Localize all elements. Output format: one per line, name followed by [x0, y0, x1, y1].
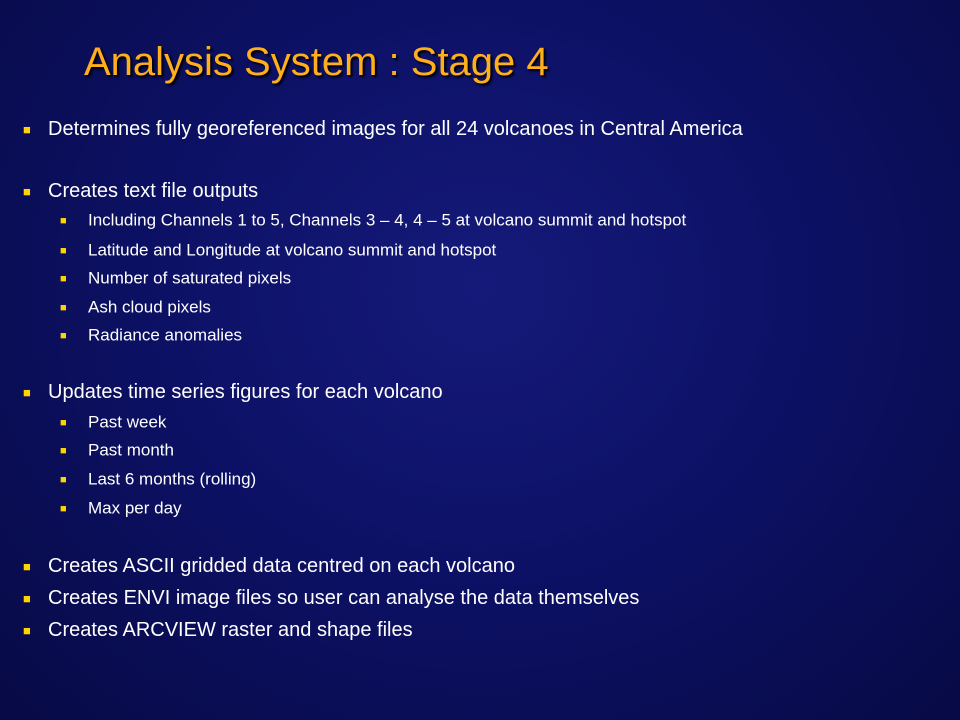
- square-bullet-icon: ■: [60, 444, 67, 457]
- bullet-text: Creates ARCVIEW raster and shape files: [48, 619, 413, 642]
- square-bullet-icon: ■: [23, 122, 31, 138]
- sub-bullet-text: Latitude and Longitude at volcano summit and hotspot: [88, 240, 497, 260]
- bullet-item: [23, 587, 639, 610]
- bullet-text: Creates ENVI image files so user can analyse the data themselves: [48, 587, 640, 610]
- sub-bullet-item: [60, 469, 256, 490]
- sub-bullet-text: Last 6 months (rolling): [88, 469, 257, 489]
- sub-bullet-item: [60, 297, 211, 318]
- bullet-text: Creates text file outputs: [48, 180, 259, 203]
- sub-bullet-text: Ash cloud pixels: [88, 297, 211, 317]
- slide-title: Analysis System : Stage 4: [84, 40, 549, 84]
- square-bullet-icon: ■: [23, 184, 31, 200]
- square-bullet-icon: ■: [23, 591, 31, 607]
- sub-bullet-text: Max per day: [88, 498, 182, 518]
- sub-bullet-text: Radiance anomalies: [88, 325, 243, 345]
- bullet-item: [23, 619, 413, 642]
- square-bullet-icon: ■: [60, 244, 67, 257]
- square-bullet-icon: ■: [60, 473, 67, 486]
- square-bullet-icon: ■: [23, 559, 31, 575]
- sub-bullet-item: [60, 498, 182, 519]
- square-bullet-icon: ■: [60, 214, 67, 227]
- sub-bullet-text: Including Channels 1 to 5, Channels 3 – 4, 4 – 5 at volcano summit and hotspot: [88, 210, 687, 230]
- square-bullet-icon: ■: [60, 502, 67, 515]
- sub-bullet-text: Past month: [88, 440, 174, 460]
- sub-bullet-item: [60, 412, 166, 433]
- bullet-item: [23, 180, 258, 203]
- sub-bullet-item: [60, 268, 291, 289]
- bullet-item: [23, 118, 743, 141]
- bullet-item: [23, 381, 443, 404]
- bullet-item: [23, 555, 515, 578]
- bullet-text: Determines fully georeferenced images for all 24 volcanoes in Central America: [48, 118, 743, 141]
- sub-bullet-text: Number of saturated pixels: [88, 268, 292, 288]
- sub-bullet-item: [60, 240, 496, 261]
- square-bullet-icon: ■: [60, 301, 67, 314]
- square-bullet-icon: ■: [60, 416, 67, 429]
- sub-bullet-item: [60, 440, 174, 461]
- sub-bullet-item: [60, 325, 242, 346]
- sub-bullet-item: [60, 210, 686, 231]
- bullet-text: Updates time series figures for each volcano: [48, 381, 443, 404]
- square-bullet-icon: ■: [23, 623, 31, 639]
- sub-bullet-text: Past week: [88, 412, 167, 432]
- square-bullet-icon: ■: [60, 272, 67, 285]
- square-bullet-icon: ■: [60, 329, 67, 342]
- square-bullet-icon: ■: [23, 385, 31, 401]
- bullet-text: Creates ASCII gridded data centred on each volcano: [48, 555, 515, 578]
